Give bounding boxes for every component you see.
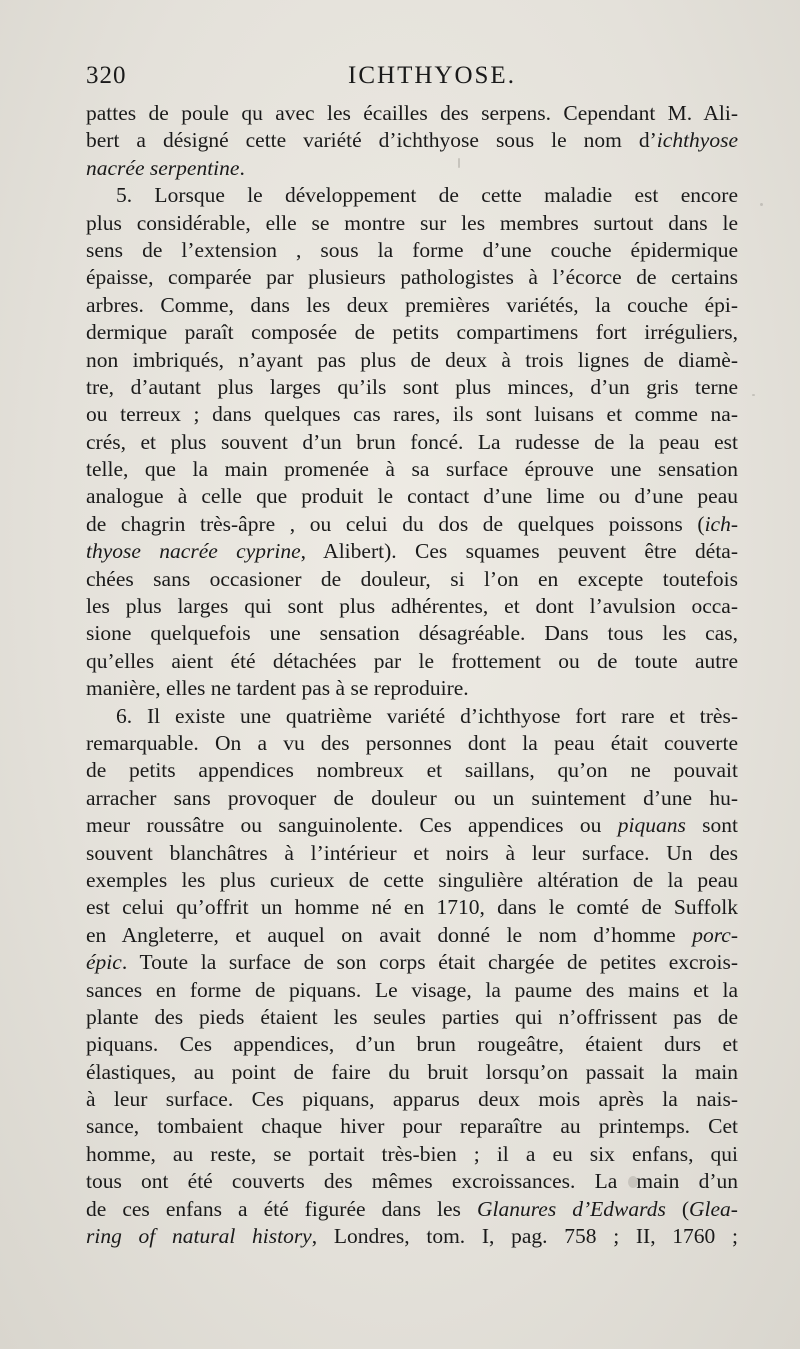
text-run: de petits appendices nombreux et saillans, qu’on ne pouvait (86, 758, 738, 783)
text-line (86, 894, 738, 921)
text-line (86, 566, 738, 593)
text-line (86, 292, 738, 319)
text-run: de chagrin très-âpre , ou celui du dos de quelques poissons ( (86, 511, 705, 536)
text-run: sances en forme de piquans. Le visage, la paume des mains et la (86, 977, 738, 1002)
text-run: épaisse, comparée par plusieurs pathologistes à l’écorce de certains (86, 265, 738, 290)
text-run: sance, tombaient chaque hiver pour reparaître au printemps. Cet (86, 1114, 738, 1139)
text-run: 5. Lorsque le développement de cette maladie est encore (116, 183, 738, 208)
text-line (86, 374, 738, 401)
text-run: sont (685, 813, 738, 838)
text-run: de ces enfans a été figurée dans les (86, 1196, 477, 1221)
text-run: bert a désigné cette variété d’ichthyose sous le nom d’ (86, 128, 657, 153)
text-run: homme, au reste, se portait très-bien ; il a eu six enfans, qui (86, 1141, 738, 1166)
italic-text: thyose nacrée cyprine (86, 539, 301, 564)
text-line (86, 401, 738, 428)
text-line (86, 483, 738, 510)
text-line (86, 1141, 738, 1168)
text-line (86, 538, 738, 565)
text-run: élastiques, au point de faire du bruit lorsqu’on passait la main (86, 1059, 738, 1084)
text-run: analogue à celle que produit le contact d’une lime ou d’une peau (86, 484, 738, 509)
text-line (86, 1031, 738, 1058)
text-line (86, 785, 738, 812)
text-line (86, 977, 738, 1004)
text-line (86, 922, 738, 949)
text-run: ( (665, 1196, 690, 1221)
text-run: 6. Il existe une quatrième variété d’ichthyose fort rare et très- (116, 703, 738, 728)
text-run: non imbriqués, n’ayant pas plus de deux à trois lignes de diamè- (86, 347, 738, 372)
text-run: remarquable. On a vu des personnes dont la peau était couverte (86, 730, 738, 755)
text-line (86, 210, 738, 237)
text-run: manière, elles ne tardent pas à se reproduire. (86, 676, 469, 701)
text-run: piquans. Ces appendices, d’un brun rougeâtre, étaient durs et (86, 1032, 738, 1057)
paper-speck (458, 158, 460, 168)
italic-text: porc- (692, 922, 738, 947)
text-line (86, 347, 738, 374)
page-number: 320 (86, 62, 127, 89)
text-run: à leur surface. Ces piquans, apparus deux mois après la nais- (86, 1087, 738, 1112)
text-run: , Londres, tom. I, pag. 758 ; II, 1760 ; (311, 1224, 738, 1249)
text-run: crés, et plus souvent d’un brun foncé. La rudesse de la peau est (86, 429, 738, 454)
paper-speck (752, 394, 755, 396)
text-line (86, 757, 738, 784)
text-run: sione quelquefois une sensation désagréable. Dans tous les cas, (86, 621, 738, 646)
text-run: souvent blanchâtres à l’intérieur et noirs à leur surface. Un des (86, 840, 738, 865)
text-run: qu’elles aient été détachées par le frottement ou de toute autre (86, 648, 738, 673)
text-run: . (239, 155, 245, 180)
italic-text: ring of natural history (86, 1224, 312, 1249)
text-line (86, 127, 738, 154)
text-line (86, 456, 738, 483)
text-line (86, 1196, 738, 1223)
text-run: est celui qu’offrit un homme né en 1710, dans le comté de Suffolk (86, 895, 738, 920)
text-run: tre, d’autant plus larges qu’ils sont plus minces, d’un gris terne (86, 374, 738, 399)
paper-speck (628, 1176, 638, 1188)
text-run: arracher sans provoquer de douleur ou un suintement d’une hu- (86, 785, 738, 810)
italic-text: ich- (704, 511, 738, 536)
text-line (86, 155, 738, 182)
italic-text: Glea- (689, 1196, 738, 1221)
italic-text: ichthyose (656, 128, 738, 153)
text-run: meur roussâtre ou sanguinolente. Ces appendices ou (86, 813, 618, 838)
text-line (86, 593, 738, 620)
text-run: pattes de poule qu avec les écailles des serpens. Cependant M. Ali- (86, 101, 738, 125)
text-run: ou terreux ; dans quelques cas rares, ils sont luisans et comme na- (86, 402, 738, 427)
text-run: sens de l’extension , sous la forme d’une couche épidermique (86, 237, 738, 262)
text-line (86, 867, 738, 894)
text-run: plus considérable, elle se montre sur les membres surtout dans le (86, 210, 738, 235)
text-run: plante des pieds étaient les seules parties qui n’offrissent pas de (86, 1004, 738, 1029)
text-line (86, 1059, 738, 1086)
text-line (86, 511, 738, 538)
text-line (86, 237, 738, 264)
text-line (86, 812, 738, 839)
text-run: en Angleterre, et auquel on avait donné le nom d’homme (86, 922, 693, 947)
text-run: exemples les plus curieux de cette singulière altération de la peau (86, 867, 738, 892)
paper-speck (760, 203, 763, 206)
text-line (86, 648, 738, 675)
text-run: dermique paraît composée de petits compartimens fort irréguliers, (86, 320, 738, 345)
text-line (86, 1113, 738, 1140)
text-run: , Alibert). Ces squames peuvent être déta- (300, 539, 738, 564)
page-header (86, 62, 738, 96)
text-line (86, 264, 738, 291)
italic-text: Glanures d’Edwards (476, 1196, 666, 1221)
text-line (86, 1086, 738, 1113)
text-line (86, 703, 738, 730)
text-run: les plus larges qui sont plus adhérentes, et dont l’avulsion occa- (86, 594, 738, 619)
italic-text: nacrée serpentine (86, 155, 240, 180)
running-title: ICHTHYOSE. (348, 62, 516, 89)
text-run: chées sans occasioner de douleur, si l’on en excepte toutefois (86, 566, 738, 591)
text-line (86, 182, 738, 209)
text-line (86, 1004, 738, 1031)
text-run: telle, que la main promenée à sa surface éprouve une sensation (86, 457, 738, 482)
text-line (86, 840, 738, 867)
text-line (86, 319, 738, 346)
text-line (86, 100, 738, 127)
text-run: tous ont été couverts des mêmes excroissances. La main d’un (86, 1169, 738, 1194)
text-line (86, 1223, 738, 1250)
italic-text: piquans (617, 813, 686, 838)
text-line (86, 620, 738, 647)
italic-text: épic (86, 950, 122, 975)
text-line (86, 1168, 738, 1195)
body-text (86, 100, 738, 1250)
text-line (86, 949, 738, 976)
text-line (86, 429, 738, 456)
text-line (86, 675, 738, 702)
text-run: . Toute la surface de son corps était chargée de petites excrois- (121, 950, 738, 975)
text-line (86, 730, 738, 757)
text-run: arbres. Comme, dans les deux premières variétés, la couche épi- (86, 292, 738, 317)
